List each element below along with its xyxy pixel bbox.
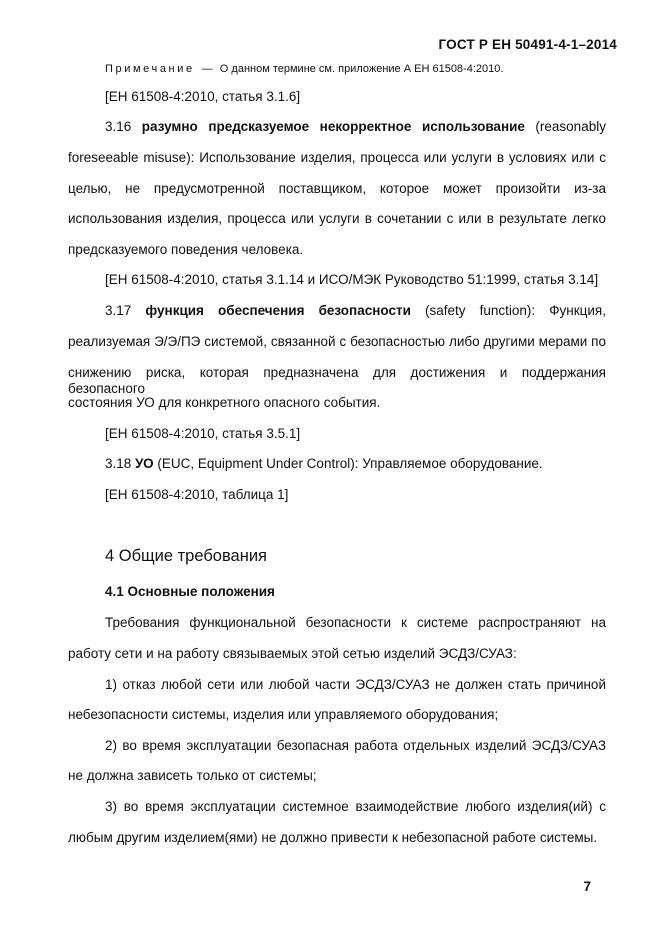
note-text: О данном термине см. приложение А ЕН 61508-4:2010. — [219, 63, 504, 75]
term-text: (EUC, Equipment Under Control): Управляемое оборудование. — [157, 456, 543, 471]
reference-3-16: [ЕН 61508-4:2010, статья 3.1.14 и ИСО/МЭК Руководство 51:1999, статья 3.14] — [105, 272, 599, 287]
list-item-3-line: любым другим изделием(ями) не должно привести к небезопасной работе системы. — [68, 830, 598, 845]
section-title: 4 Общие требования — [105, 547, 267, 565]
list-item-2-line: 2) во время эксплуатации безопасная работа отдельных изделий ЭСДЗ/СУАЗ — [105, 738, 606, 753]
reference-3-18: [ЕН 61508-4:2010, таблица 1] — [105, 487, 289, 502]
term-3-17-line: снижению риска, которая предназначена для достижения и поддержания безопасного — [68, 365, 606, 396]
term-3-17-line: состояния УО для конкретного опасного события. — [68, 395, 381, 410]
list-item-1-line: 1) отказ любой сети или любой части ЭСДЗ/СУАЗ не должен стать причиной — [105, 677, 606, 692]
note-label: Примечание — [105, 63, 195, 75]
reference-3-15: [ЕН 61508-4:2010, статья 3.1.6] — [105, 89, 301, 104]
term-number: 3.16 — [105, 119, 132, 134]
term-3-16-line: foreseeable misuse): Использование изделия, процесса или услуги в условиях или с — [68, 150, 606, 165]
term-number: 3.17 — [105, 303, 132, 318]
note-dash: — — [201, 63, 213, 75]
term-3-16-line: использования изделия, процесса или услуги в сочетании с или в результате легко — [68, 211, 606, 226]
list-item-2-line: не должна зависеть только от системы; — [68, 768, 317, 783]
term-3-16-line: целью, не предусмотренной поставщиком, которое может произойти из-за — [68, 181, 606, 196]
term-english: (safety function): Функция, — [425, 303, 606, 318]
term-title: разумно предсказуемое некорректное использование — [141, 119, 525, 134]
document-code: ГОСТ Р ЕН 50491-4-1–2014 — [438, 37, 617, 52]
paragraph-line: Требования функциональной безопасности к системе распространяют на — [105, 615, 606, 630]
term-title: УО — [135, 456, 154, 471]
list-item-1-line: небезопасности системы, изделия или управляемого оборудования; — [68, 707, 499, 722]
page-number: 7 — [583, 879, 591, 894]
list-item-3-line: 3) во время эксплуатации системное взаимодействие любого изделия(ий) с — [105, 799, 606, 814]
subsection-title: 4.1 Основные положения — [105, 584, 275, 599]
note — [105, 63, 503, 75]
reference-3-17: [ЕН 61508-4:2010, статья 3.5.1] — [105, 426, 301, 441]
paragraph-line: работу сети и на работу связываемых этой сетью изделий ЭСДЗ/СУАЗ: — [68, 646, 517, 661]
term-3-16-heading — [105, 119, 606, 135]
term-3-17-line: реализуемая Э/Э/ПЭ системой, связанной с безопасностью либо другими мерами по — [68, 334, 606, 349]
term-3-16-line: предсказуемого поведения человека. — [68, 242, 304, 257]
term-3-18-heading — [105, 456, 606, 472]
term-number: 3.18 — [105, 456, 132, 471]
term-english: (reasonably — [535, 119, 606, 134]
term-title: функция обеспечения безопасности — [145, 303, 411, 318]
term-3-17-heading — [105, 303, 606, 319]
